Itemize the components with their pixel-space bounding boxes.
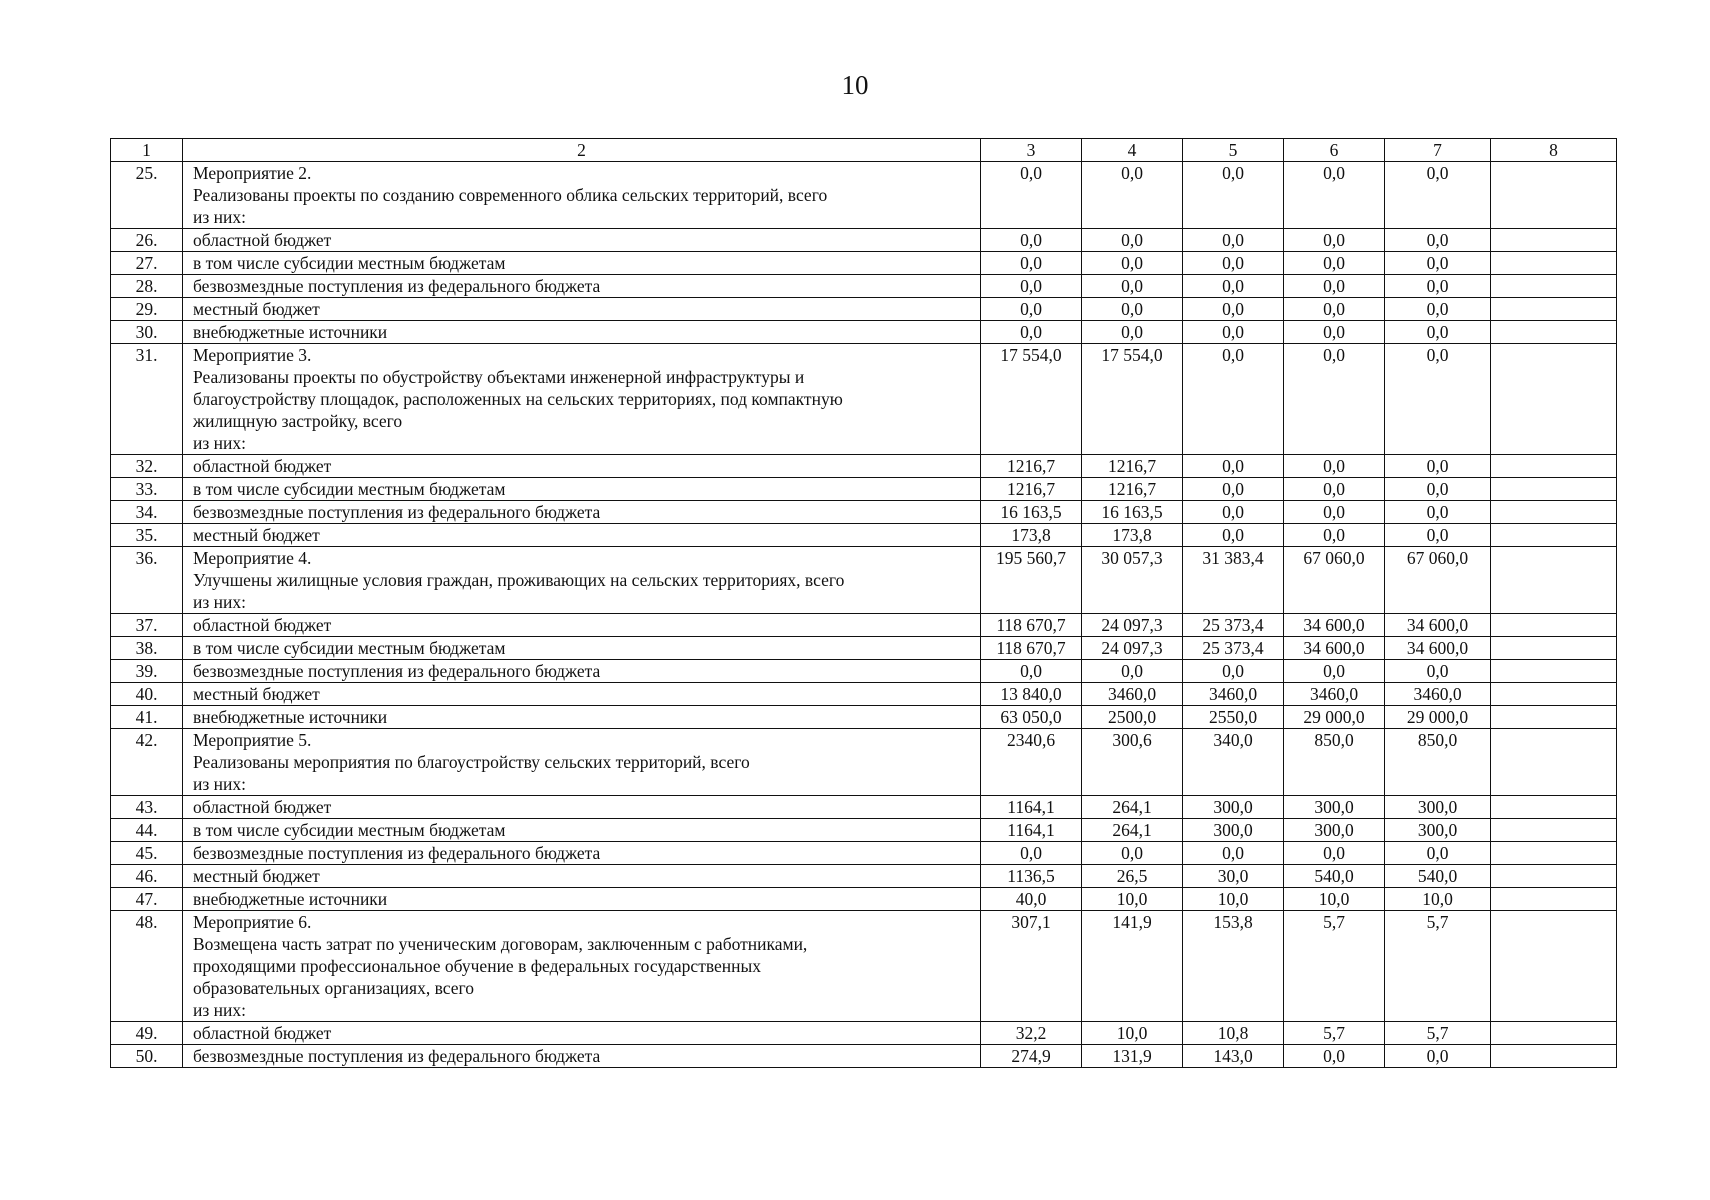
row-description — [183, 911, 981, 1022]
value-cell-col-8 — [1491, 501, 1617, 524]
value-cell-col-6: 29 000,0 — [1284, 706, 1385, 729]
row-description — [183, 252, 981, 275]
table-row — [111, 524, 1617, 547]
row-description — [183, 729, 981, 796]
value-cell-col-4: 0,0 — [1082, 298, 1183, 321]
value-cell-col-8 — [1491, 819, 1617, 842]
description-line: областной бюджет — [193, 797, 332, 817]
value-cell-col-5: 300,0 — [1183, 819, 1284, 842]
row-number: 25. — [111, 162, 183, 229]
value-cell-col-3: 0,0 — [981, 842, 1082, 865]
description-line: Реализованы проекты по созданию современного облика сельских территорий, всего — [193, 185, 828, 205]
value-cell-col-5: 0,0 — [1183, 344, 1284, 455]
row-description — [183, 321, 981, 344]
row-number: 49. — [111, 1022, 183, 1045]
row-description — [183, 614, 981, 637]
value-cell-col-7: 0,0 — [1385, 252, 1491, 275]
value-cell-col-7: 0,0 — [1385, 455, 1491, 478]
value-cell-col-6: 0,0 — [1284, 478, 1385, 501]
column-header-4: 4 — [1082, 139, 1183, 162]
row-description — [183, 478, 981, 501]
description-line: Мероприятие 5. — [193, 730, 312, 750]
value-cell-col-7: 34 600,0 — [1385, 614, 1491, 637]
table-row — [111, 229, 1617, 252]
row-number: 50. — [111, 1045, 183, 1068]
value-cell-col-3: 1164,1 — [981, 819, 1082, 842]
value-cell-col-4: 17 554,0 — [1082, 344, 1183, 455]
value-cell-col-4: 3460,0 — [1082, 683, 1183, 706]
row-description — [183, 162, 981, 229]
row-description — [183, 1022, 981, 1045]
value-cell-col-7: 10,0 — [1385, 888, 1491, 911]
column-header-3: 3 — [981, 139, 1082, 162]
value-cell-col-4: 300,6 — [1082, 729, 1183, 796]
value-cell-col-4: 0,0 — [1082, 229, 1183, 252]
row-description — [183, 660, 981, 683]
row-description — [183, 819, 981, 842]
value-cell-col-3: 1136,5 — [981, 865, 1082, 888]
column-header-7: 7 — [1385, 139, 1491, 162]
value-cell-col-8 — [1491, 547, 1617, 614]
value-cell-col-6: 0,0 — [1284, 660, 1385, 683]
table-body — [111, 162, 1617, 1068]
description-line: в том числе субсидии местным бюджетам — [193, 820, 506, 840]
value-cell-col-4: 30 057,3 — [1082, 547, 1183, 614]
description-line: проходящими профессиональное обучение в федеральных государственных — [193, 956, 762, 976]
value-cell-col-7: 0,0 — [1385, 501, 1491, 524]
value-cell-col-6: 67 060,0 — [1284, 547, 1385, 614]
value-cell-col-3: 0,0 — [981, 321, 1082, 344]
value-cell-col-6: 0,0 — [1284, 298, 1385, 321]
table-row — [111, 1045, 1617, 1068]
value-cell-col-8 — [1491, 729, 1617, 796]
row-number: 43. — [111, 796, 183, 819]
value-cell-col-5: 30,0 — [1183, 865, 1284, 888]
value-cell-col-3: 118 670,7 — [981, 614, 1082, 637]
description-line: в том числе субсидии местным бюджетам — [193, 253, 506, 273]
description-line: Реализованы мероприятия по благоустройству сельских территорий, всего — [193, 752, 750, 772]
value-cell-col-7: 29 000,0 — [1385, 706, 1491, 729]
value-cell-col-6: 3460,0 — [1284, 683, 1385, 706]
value-cell-col-5: 0,0 — [1183, 842, 1284, 865]
table-row — [111, 252, 1617, 275]
table-row — [111, 275, 1617, 298]
value-cell-col-4: 264,1 — [1082, 819, 1183, 842]
description-line: в том числе субсидии местным бюджетам — [193, 479, 506, 499]
value-cell-col-3: 1216,7 — [981, 478, 1082, 501]
row-number: 26. — [111, 229, 183, 252]
value-cell-col-4: 0,0 — [1082, 660, 1183, 683]
column-header-6: 6 — [1284, 139, 1385, 162]
value-cell-col-7: 5,7 — [1385, 1022, 1491, 1045]
description-line: Мероприятие 3. — [193, 345, 312, 365]
value-cell-col-3: 173,8 — [981, 524, 1082, 547]
value-cell-col-3: 16 163,5 — [981, 501, 1082, 524]
value-cell-col-6: 0,0 — [1284, 501, 1385, 524]
value-cell-col-3: 1164,1 — [981, 796, 1082, 819]
value-cell-col-5: 31 383,4 — [1183, 547, 1284, 614]
description-line: Мероприятие 4. — [193, 548, 312, 568]
row-description — [183, 842, 981, 865]
value-cell-col-3: 274,9 — [981, 1045, 1082, 1068]
table-row — [111, 819, 1617, 842]
row-description — [183, 344, 981, 455]
description-line: местный бюджет — [193, 525, 320, 545]
value-cell-col-6: 0,0 — [1284, 524, 1385, 547]
row-number: 31. — [111, 344, 183, 455]
table-row — [111, 637, 1617, 660]
value-cell-col-4: 1216,7 — [1082, 455, 1183, 478]
description-line: безвозмездные поступления из федерального бюджета — [193, 502, 601, 522]
value-cell-col-3: 2340,6 — [981, 729, 1082, 796]
budget-table — [110, 138, 1617, 1068]
value-cell-col-7: 0,0 — [1385, 344, 1491, 455]
description-line: Улучшены жилищные условия граждан, проживающих на сельских территориях, всего — [193, 570, 845, 590]
row-number: 42. — [111, 729, 183, 796]
row-number: 40. — [111, 683, 183, 706]
value-cell-col-5: 0,0 — [1183, 501, 1284, 524]
value-cell-col-3: 0,0 — [981, 660, 1082, 683]
description-line: Реализованы проекты по обустройству объектами инженерной инфраструктуры и — [193, 367, 805, 387]
value-cell-col-8 — [1491, 162, 1617, 229]
table-row — [111, 842, 1617, 865]
value-cell-col-6: 0,0 — [1284, 252, 1385, 275]
value-cell-col-6: 850,0 — [1284, 729, 1385, 796]
table-row — [111, 796, 1617, 819]
value-cell-col-7: 0,0 — [1385, 275, 1491, 298]
row-description — [183, 229, 981, 252]
value-cell-col-3: 0,0 — [981, 162, 1082, 229]
value-cell-col-4: 24 097,3 — [1082, 637, 1183, 660]
value-cell-col-4: 264,1 — [1082, 796, 1183, 819]
value-cell-col-6: 0,0 — [1284, 842, 1385, 865]
row-description — [183, 547, 981, 614]
value-cell-col-6: 0,0 — [1284, 229, 1385, 252]
value-cell-col-5: 0,0 — [1183, 524, 1284, 547]
row-number: 33. — [111, 478, 183, 501]
value-cell-col-7: 0,0 — [1385, 842, 1491, 865]
table-row — [111, 344, 1617, 455]
row-description — [183, 796, 981, 819]
page-number: 10 — [841, 70, 869, 100]
value-cell-col-8 — [1491, 344, 1617, 455]
table-row — [111, 162, 1617, 229]
column-header-2: 2 — [183, 139, 981, 162]
table-row — [111, 865, 1617, 888]
value-cell-col-5: 25 373,4 — [1183, 614, 1284, 637]
table-row — [111, 547, 1617, 614]
description-line: безвозмездные поступления из федерального бюджета — [193, 276, 601, 296]
value-cell-col-4: 0,0 — [1082, 321, 1183, 344]
value-cell-col-6: 0,0 — [1284, 455, 1385, 478]
row-description — [183, 683, 981, 706]
value-cell-col-6: 0,0 — [1284, 321, 1385, 344]
value-cell-col-7: 34 600,0 — [1385, 637, 1491, 660]
row-number: 39. — [111, 660, 183, 683]
table-row — [111, 729, 1617, 796]
value-cell-col-7: 0,0 — [1385, 478, 1491, 501]
value-cell-col-4: 173,8 — [1082, 524, 1183, 547]
description-line: из них: — [193, 433, 246, 453]
value-cell-col-4: 0,0 — [1082, 162, 1183, 229]
table-row — [111, 501, 1617, 524]
row-number: 45. — [111, 842, 183, 865]
value-cell-col-3: 17 554,0 — [981, 344, 1082, 455]
table-row — [111, 321, 1617, 344]
value-cell-col-5: 0,0 — [1183, 252, 1284, 275]
value-cell-col-3: 40,0 — [981, 888, 1082, 911]
value-cell-col-5: 153,8 — [1183, 911, 1284, 1022]
row-description — [183, 455, 981, 478]
description-line: безвозмездные поступления из федерального бюджета — [193, 661, 601, 681]
value-cell-col-8 — [1491, 614, 1617, 637]
row-number: 48. — [111, 911, 183, 1022]
row-description — [183, 501, 981, 524]
value-cell-col-5: 3460,0 — [1183, 683, 1284, 706]
description-line: из них: — [193, 207, 246, 227]
value-cell-col-3: 0,0 — [981, 298, 1082, 321]
value-cell-col-4: 141,9 — [1082, 911, 1183, 1022]
table-row — [111, 888, 1617, 911]
row-number: 44. — [111, 819, 183, 842]
value-cell-col-3: 0,0 — [981, 275, 1082, 298]
value-cell-col-4: 0,0 — [1082, 842, 1183, 865]
table-row — [111, 706, 1617, 729]
description-line: безвозмездные поступления из федерального бюджета — [193, 843, 601, 863]
table-row — [111, 614, 1617, 637]
value-cell-col-8 — [1491, 796, 1617, 819]
description-line: благоустройству площадок, расположенных на сельских территориях, под компактную — [193, 389, 843, 409]
description-line: Мероприятие 2. — [193, 163, 312, 183]
row-number: 38. — [111, 637, 183, 660]
value-cell-col-4: 10,0 — [1082, 1022, 1183, 1045]
value-cell-col-7: 5,7 — [1385, 911, 1491, 1022]
row-number: 35. — [111, 524, 183, 547]
value-cell-col-6: 0,0 — [1284, 162, 1385, 229]
value-cell-col-5: 2550,0 — [1183, 706, 1284, 729]
description-line: Мероприятие 6. — [193, 912, 312, 932]
description-line: местный бюджет — [193, 299, 320, 319]
value-cell-col-4: 131,9 — [1082, 1045, 1183, 1068]
table-row — [111, 660, 1617, 683]
row-number: 46. — [111, 865, 183, 888]
value-cell-col-6: 300,0 — [1284, 819, 1385, 842]
row-description — [183, 865, 981, 888]
value-cell-col-3: 118 670,7 — [981, 637, 1082, 660]
value-cell-col-7: 0,0 — [1385, 229, 1491, 252]
value-cell-col-7: 0,0 — [1385, 162, 1491, 229]
value-cell-col-7: 850,0 — [1385, 729, 1491, 796]
row-number: 32. — [111, 455, 183, 478]
row-description — [183, 1045, 981, 1068]
column-header-5: 5 — [1183, 139, 1284, 162]
description-line: областной бюджет — [193, 456, 332, 476]
row-number: 37. — [111, 614, 183, 637]
value-cell-col-4: 2500,0 — [1082, 706, 1183, 729]
value-cell-col-8 — [1491, 842, 1617, 865]
value-cell-col-5: 25 373,4 — [1183, 637, 1284, 660]
value-cell-col-3: 32,2 — [981, 1022, 1082, 1045]
value-cell-col-6: 300,0 — [1284, 796, 1385, 819]
value-cell-col-4: 24 097,3 — [1082, 614, 1183, 637]
value-cell-col-6: 10,0 — [1284, 888, 1385, 911]
row-description — [183, 298, 981, 321]
value-cell-col-8 — [1491, 888, 1617, 911]
table-row — [111, 911, 1617, 1022]
value-cell-col-5: 0,0 — [1183, 162, 1284, 229]
value-cell-col-4: 0,0 — [1082, 252, 1183, 275]
value-cell-col-7: 67 060,0 — [1385, 547, 1491, 614]
value-cell-col-6: 5,7 — [1284, 911, 1385, 1022]
value-cell-col-6: 0,0 — [1284, 344, 1385, 455]
table-row — [111, 455, 1617, 478]
value-cell-col-7: 0,0 — [1385, 298, 1491, 321]
value-cell-col-4: 16 163,5 — [1082, 501, 1183, 524]
value-cell-col-4: 0,0 — [1082, 275, 1183, 298]
value-cell-col-3: 0,0 — [981, 252, 1082, 275]
value-cell-col-7: 0,0 — [1385, 321, 1491, 344]
value-cell-col-8 — [1491, 455, 1617, 478]
value-cell-col-8 — [1491, 911, 1617, 1022]
description-line: областной бюджет — [193, 230, 332, 250]
value-cell-col-3: 307,1 — [981, 911, 1082, 1022]
row-number: 47. — [111, 888, 183, 911]
value-cell-col-7: 0,0 — [1385, 524, 1491, 547]
description-line: местный бюджет — [193, 684, 320, 704]
value-cell-col-8 — [1491, 706, 1617, 729]
row-number: 34. — [111, 501, 183, 524]
value-cell-col-8 — [1491, 1022, 1617, 1045]
value-cell-col-8 — [1491, 637, 1617, 660]
value-cell-col-6: 34 600,0 — [1284, 637, 1385, 660]
row-description — [183, 524, 981, 547]
value-cell-col-8 — [1491, 229, 1617, 252]
value-cell-col-6: 5,7 — [1284, 1022, 1385, 1045]
value-cell-col-5: 143,0 — [1183, 1045, 1284, 1068]
value-cell-col-7: 300,0 — [1385, 796, 1491, 819]
value-cell-col-3: 63 050,0 — [981, 706, 1082, 729]
table-row — [111, 478, 1617, 501]
value-cell-col-8 — [1491, 660, 1617, 683]
value-cell-col-4: 26,5 — [1082, 865, 1183, 888]
description-line: из них: — [193, 774, 246, 794]
value-cell-col-5: 0,0 — [1183, 321, 1284, 344]
value-cell-col-8 — [1491, 252, 1617, 275]
row-description — [183, 706, 981, 729]
value-cell-col-7: 0,0 — [1385, 660, 1491, 683]
row-description — [183, 637, 981, 660]
value-cell-col-7: 300,0 — [1385, 819, 1491, 842]
value-cell-col-8 — [1491, 683, 1617, 706]
description-line: из них: — [193, 1000, 246, 1020]
value-cell-col-6: 34 600,0 — [1284, 614, 1385, 637]
row-number: 30. — [111, 321, 183, 344]
table-row — [111, 1022, 1617, 1045]
value-cell-col-7: 0,0 — [1385, 1045, 1491, 1068]
value-cell-col-5: 10,8 — [1183, 1022, 1284, 1045]
description-line: из них: — [193, 592, 246, 612]
value-cell-col-8 — [1491, 524, 1617, 547]
value-cell-col-3: 1216,7 — [981, 455, 1082, 478]
description-line: жилищную застройку, всего — [193, 411, 403, 431]
value-cell-col-8 — [1491, 298, 1617, 321]
value-cell-col-5: 0,0 — [1183, 229, 1284, 252]
value-cell-col-7: 3460,0 — [1385, 683, 1491, 706]
value-cell-col-6: 540,0 — [1284, 865, 1385, 888]
value-cell-col-4: 10,0 — [1082, 888, 1183, 911]
value-cell-col-5: 340,0 — [1183, 729, 1284, 796]
value-cell-col-3: 0,0 — [981, 229, 1082, 252]
row-number: 41. — [111, 706, 183, 729]
value-cell-col-5: 0,0 — [1183, 275, 1284, 298]
value-cell-col-8 — [1491, 478, 1617, 501]
value-cell-col-5: 0,0 — [1183, 455, 1284, 478]
value-cell-col-4: 1216,7 — [1082, 478, 1183, 501]
row-description — [183, 888, 981, 911]
value-cell-col-7: 540,0 — [1385, 865, 1491, 888]
description-line: безвозмездные поступления из федерального бюджета — [193, 1046, 601, 1066]
value-cell-col-3: 13 840,0 — [981, 683, 1082, 706]
description-line: образовательных организациях, всего — [193, 978, 474, 998]
row-description — [183, 275, 981, 298]
table-row — [111, 683, 1617, 706]
value-cell-col-6: 0,0 — [1284, 1045, 1385, 1068]
description-line: внебюджетные источники — [193, 322, 388, 342]
description-line: внебюджетные источники — [193, 889, 388, 909]
description-line: областной бюджет — [193, 1023, 332, 1043]
value-cell-col-8 — [1491, 865, 1617, 888]
value-cell-col-5: 0,0 — [1183, 660, 1284, 683]
row-number: 36. — [111, 547, 183, 614]
value-cell-col-8 — [1491, 275, 1617, 298]
value-cell-col-5: 0,0 — [1183, 298, 1284, 321]
row-number: 29. — [111, 298, 183, 321]
value-cell-col-8 — [1491, 1045, 1617, 1068]
description-line: областной бюджет — [193, 615, 332, 635]
value-cell-col-6: 0,0 — [1284, 275, 1385, 298]
row-number: 27. — [111, 252, 183, 275]
description-line: Возмещена часть затрат по ученическим договорам, заключенным с работниками, — [193, 934, 808, 954]
description-line: в том числе субсидии местным бюджетам — [193, 638, 506, 658]
row-number: 28. — [111, 275, 183, 298]
value-cell-col-5: 0,0 — [1183, 478, 1284, 501]
value-cell-col-8 — [1491, 321, 1617, 344]
column-header-1: 1 — [111, 139, 183, 162]
column-header-8: 8 — [1491, 139, 1617, 162]
description-line: внебюджетные источники — [193, 707, 388, 727]
value-cell-col-5: 300,0 — [1183, 796, 1284, 819]
table-header-row — [111, 139, 1617, 162]
value-cell-col-5: 10,0 — [1183, 888, 1284, 911]
description-line: местный бюджет — [193, 866, 320, 886]
value-cell-col-3: 195 560,7 — [981, 547, 1082, 614]
table-row — [111, 298, 1617, 321]
